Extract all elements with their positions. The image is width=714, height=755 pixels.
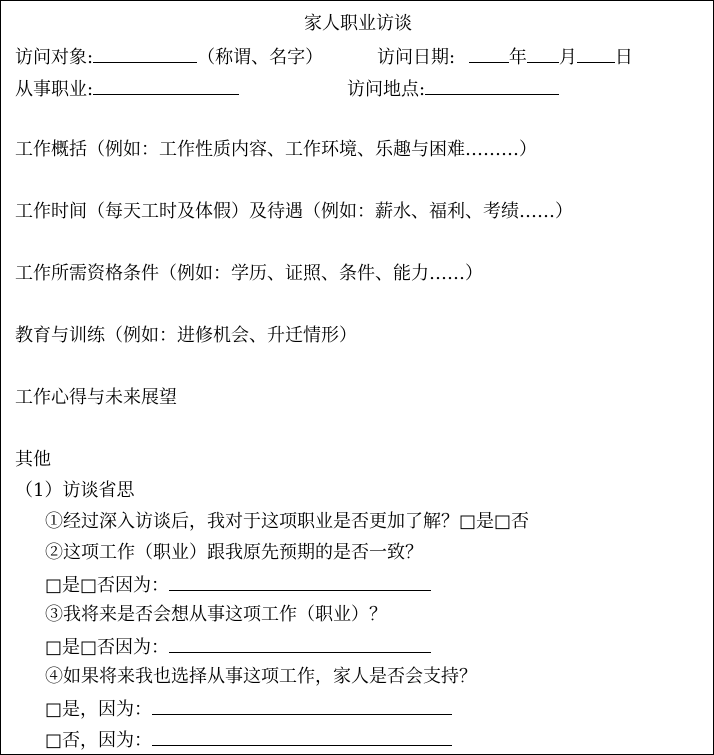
day-blank[interactable]	[577, 44, 615, 63]
checkbox-icon[interactable]: □	[45, 730, 63, 751]
date-label: 访问日期:	[377, 47, 456, 68]
reason-blank[interactable]	[169, 634, 431, 653]
because-label: 因为：	[115, 637, 170, 658]
section-other: 其他	[15, 449, 51, 470]
no-label: 否	[511, 511, 530, 532]
no-label: 否	[97, 575, 116, 596]
question-1	[45, 510, 529, 534]
yes-label: 是	[476, 511, 495, 532]
question-2-answer	[45, 572, 431, 596]
reason-blank[interactable]	[152, 727, 452, 746]
checkbox-icon[interactable]: □	[80, 575, 98, 596]
day-label: 日	[614, 47, 633, 68]
place-label: 访问地点:	[347, 79, 426, 100]
section-education: 教育与训练（例如：进修机会、升迁情形）	[15, 325, 357, 346]
checkbox-icon[interactable]: □	[494, 511, 512, 532]
reason-blank[interactable]	[169, 572, 431, 591]
section-qualifications: 工作所需资格条件（例如：学历、证照、条件、能力……）	[15, 263, 483, 284]
section-work-overview: 工作概括（例如：工作性质内容、工作环境、乐趣与困难………）	[15, 139, 537, 160]
yes-label: 是	[62, 575, 81, 596]
occupation-blank[interactable]	[93, 76, 239, 95]
question-4-no	[45, 727, 452, 751]
because-label: 因为：	[115, 575, 170, 596]
question-3-answer	[45, 634, 431, 658]
checkbox-icon[interactable]: □	[45, 699, 63, 720]
checkbox-icon[interactable]: □	[459, 511, 477, 532]
year-label: 年	[508, 47, 527, 68]
checkbox-icon[interactable]: □	[45, 637, 63, 658]
checkbox-icon[interactable]: □	[45, 575, 63, 596]
checkbox-icon[interactable]: □	[80, 637, 98, 658]
interviewee-row	[15, 44, 323, 68]
because-label: 因为：	[98, 730, 153, 751]
question-1-text: ①经过深入访谈后，我对于这项职业是否更加了解？	[45, 511, 459, 532]
question-3-text: ③我将来是否会想从事这项工作（职业）？	[45, 604, 387, 625]
interviewee-blank[interactable]	[93, 44, 197, 63]
question-2-text: ②这项工作（职业）跟我原先预期的是否一致？	[45, 542, 423, 563]
page-title: 家人职业访谈	[304, 13, 412, 34]
no-label: 否，	[62, 730, 99, 751]
interviewee-label: 访问对象:	[15, 47, 94, 68]
occupation-label: 从事职业:	[15, 79, 94, 100]
reason-blank[interactable]	[152, 696, 452, 715]
place-row	[347, 76, 559, 100]
interviewee-hint: （称谓、名字）	[197, 47, 324, 68]
reflection-heading: （1）访谈省思	[15, 480, 135, 501]
yes-label: 是，	[62, 699, 99, 720]
section-work-hours: 工作时间（每天工时及体假）及待遇（例如：薪水、福利、考绩……）	[15, 201, 573, 222]
no-label: 否	[97, 637, 116, 658]
date-row	[377, 44, 633, 68]
section-outlook: 工作心得与未来展望	[15, 387, 177, 408]
month-blank[interactable]	[527, 44, 559, 63]
because-label: 因为：	[98, 699, 153, 720]
place-blank[interactable]	[425, 76, 559, 95]
year-blank[interactable]	[469, 44, 509, 63]
occupation-row	[15, 76, 239, 100]
month-label: 月	[558, 47, 577, 68]
yes-label: 是	[62, 637, 81, 658]
question-4-yes	[45, 696, 452, 720]
question-4-text: ④如果将来我也选择从事这项工作，家人是否会支持？	[45, 666, 477, 687]
